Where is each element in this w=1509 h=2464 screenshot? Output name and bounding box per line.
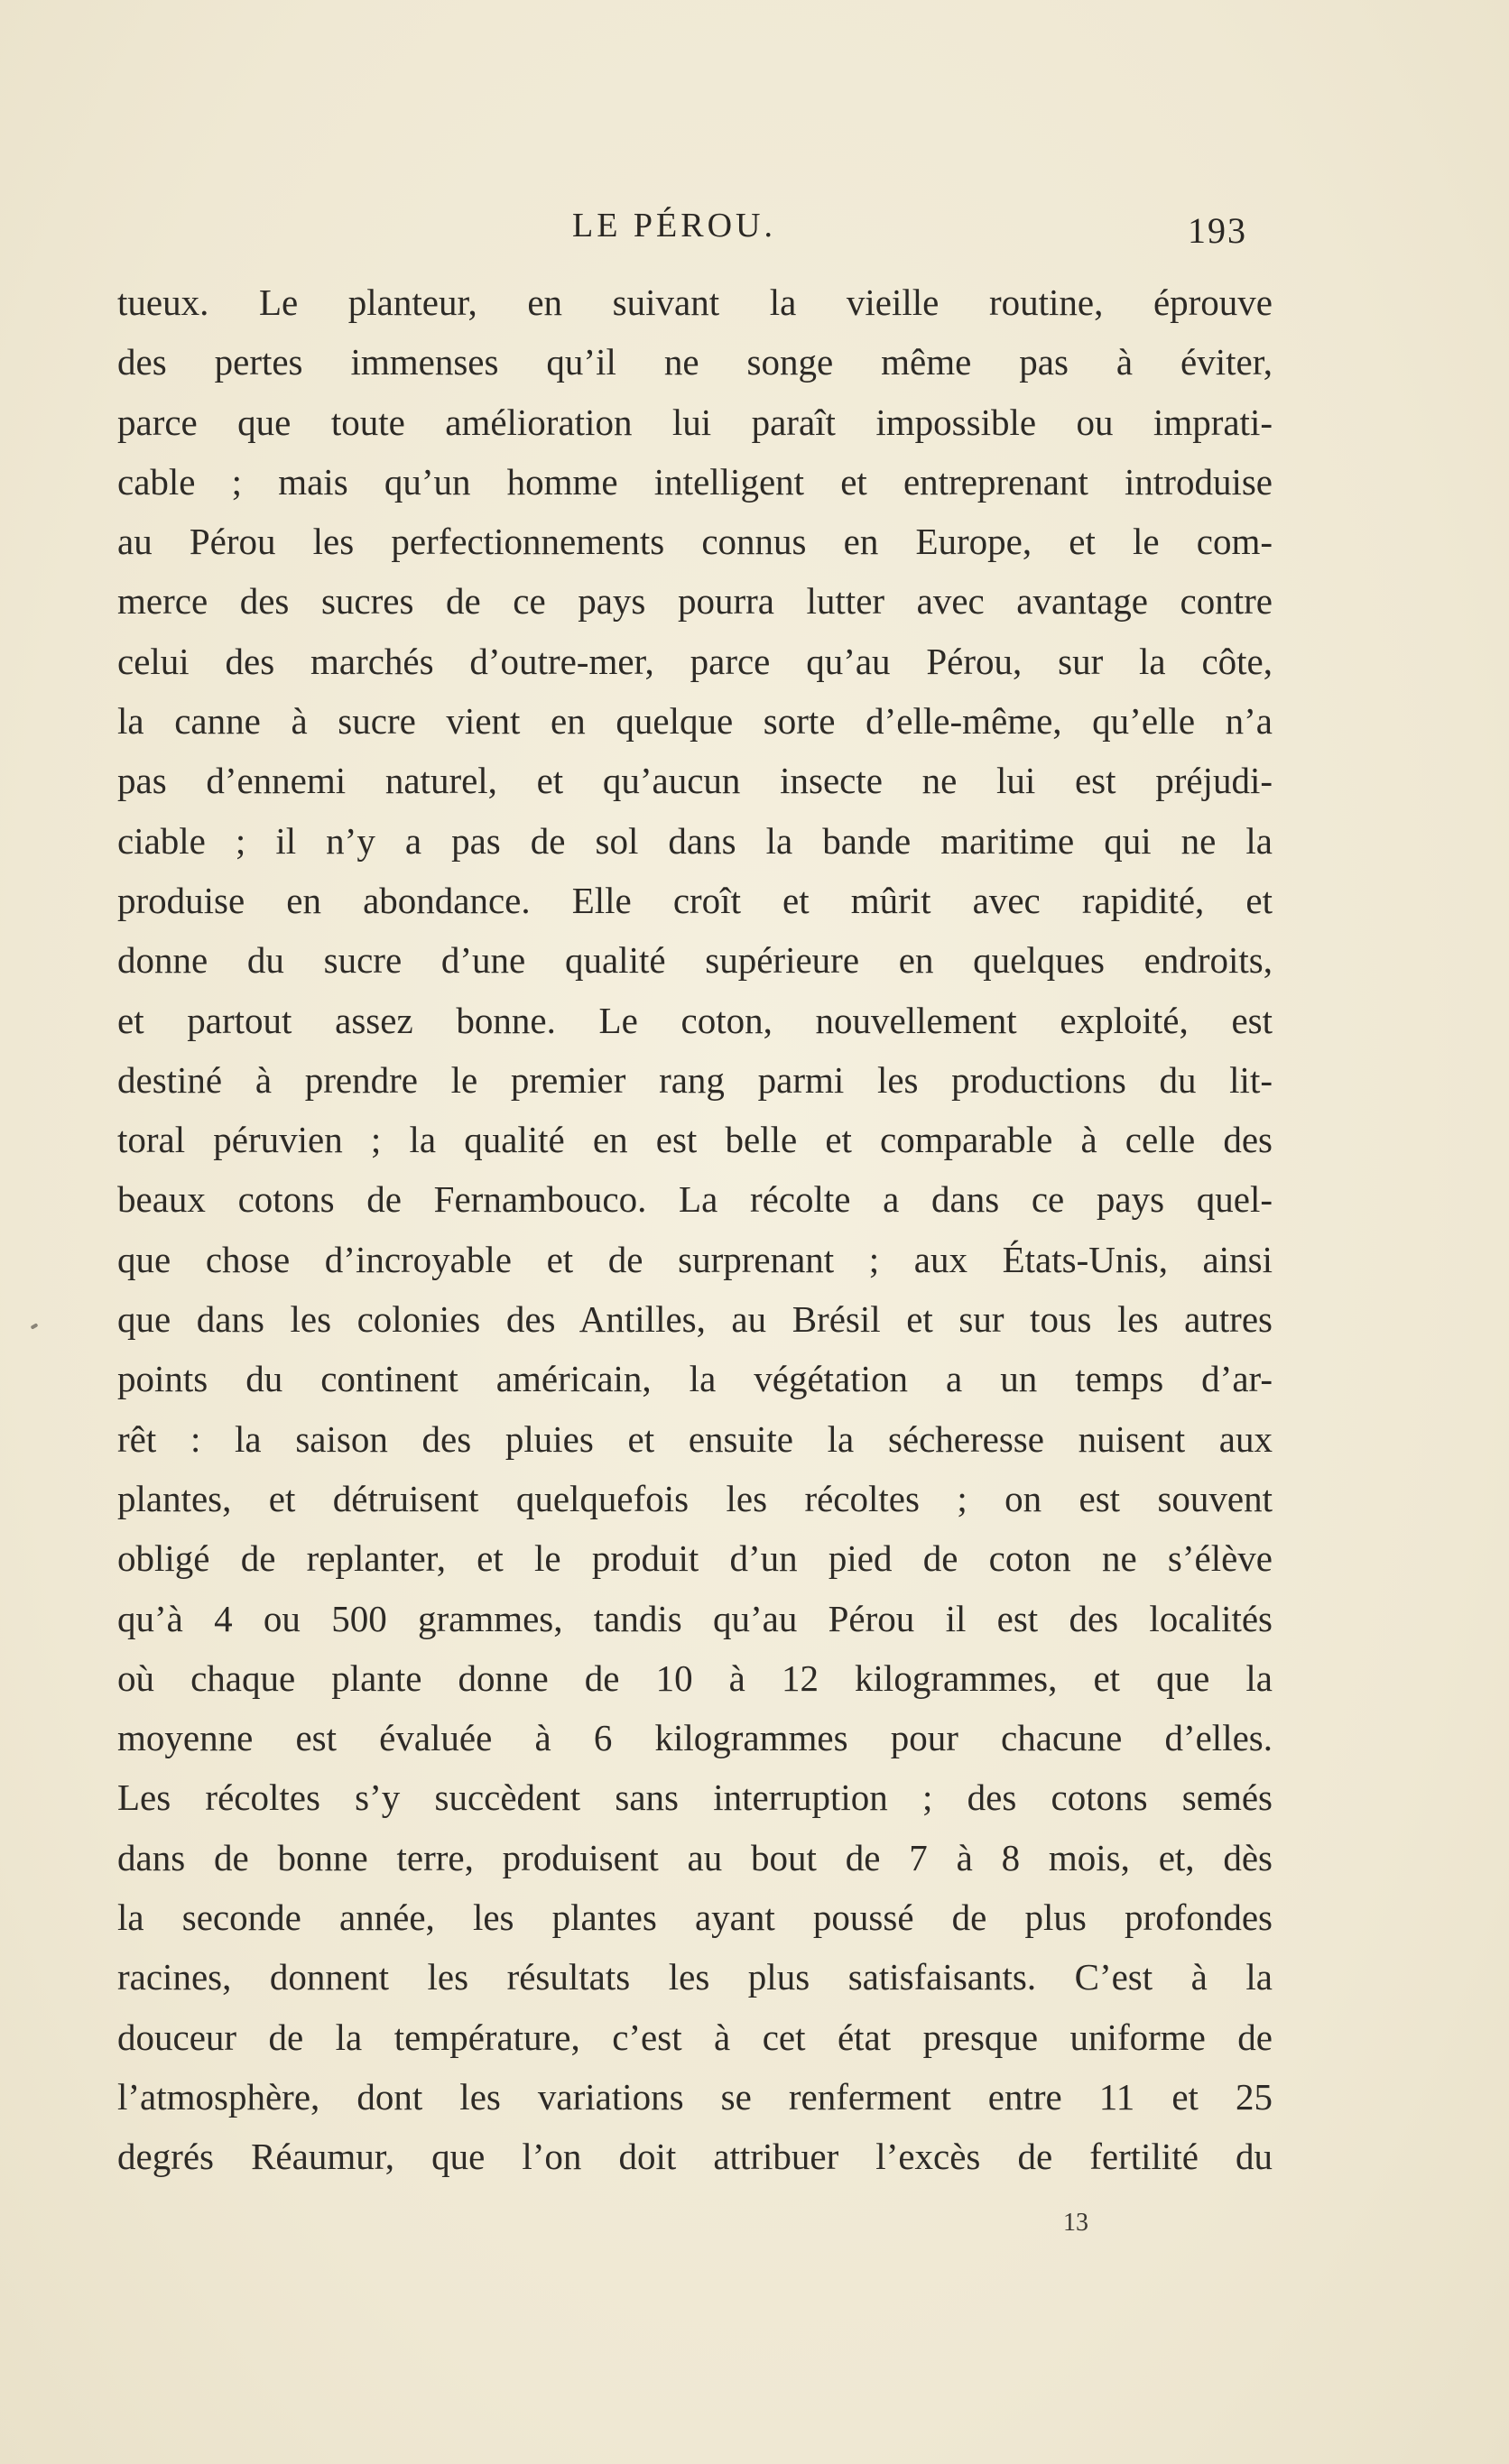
- text-line: et partout assez bonne. Le coton, nouvellement exploité, est: [117, 999, 1273, 1041]
- text-line: la canne à sucre vient en quelque sorte d’elle-même, qu’elle n’a: [117, 700, 1273, 743]
- text-line: plantes, et détruisent quelquefois les récoltes ; on est souvent: [117, 1477, 1273, 1519]
- page-number: 193: [1188, 210, 1247, 251]
- text-line: moyenne est évaluée à 6 kilogrammes pour chacune d’elles.: [117, 1717, 1273, 1759]
- text-line: que dans les colonies des Antilles, au Brésil et sur tous les autres: [117, 1298, 1273, 1341]
- text-line: obligé de replanter, et le produit d’un pied de coton ne s’élève: [117, 1537, 1273, 1580]
- text-line: celui des marchés d’outre-mer, parce qu’au Pérou, sur la côte,: [117, 640, 1273, 682]
- text-line: rêt : la saison des pluies et ensuite la sécheresse nuisent aux: [117, 1417, 1273, 1460]
- text-line: produise en abondance. Elle croît et mûrit avec rapidité, et: [117, 879, 1273, 921]
- signature-mark: 13: [1063, 2209, 1088, 2237]
- text-line: dans de bonne terre, produisent au bout de 7 à 8 mois, et, dès: [117, 1836, 1273, 1878]
- running-head: [0, 206, 1509, 260]
- text-line: des pertes immenses qu’il ne songe même pas à éviter,: [117, 341, 1273, 383]
- text-line: que chose d’incroyable et de surprenant ; aux États-Unis, ainsi: [117, 1238, 1273, 1280]
- text-line: donne du sucre d’une qualité supérieure en quelques endroits,: [117, 939, 1273, 982]
- text-line: beaux cotons de Fernambouco. La récolte a dans ce pays quel-: [117, 1178, 1273, 1221]
- running-title: LE PÉROU.: [572, 207, 776, 245]
- text-line: pas d’ennemi naturel, et qu’aucun insecte ne lui est préjudi-: [117, 760, 1273, 802]
- text-line: merce des sucres de ce pays pourra lutter avec avantage contre: [117, 580, 1273, 623]
- text-line: au Pérou les perfectionnements connus en Europe, et le com-: [117, 521, 1273, 563]
- text-line: cable ; mais qu’un homme intelligent et entreprenant introduise: [117, 460, 1273, 503]
- text-line: l’atmosphère, dont les variations se renferment entre 11 et 25: [117, 2075, 1273, 2118]
- body-text: [117, 272, 1273, 2187]
- text-line: tueux. Le planteur, en suivant la vieille routine, éprouve: [117, 281, 1273, 323]
- text-line: destiné à prendre le premier rang parmi les productions du lit-: [117, 1058, 1273, 1101]
- text-line: points du continent américain, la végétation a un temps d’ar-: [117, 1358, 1273, 1400]
- text-line: où chaque plante donne de 10 à 12 kilogrammes, et que la: [117, 1657, 1273, 1699]
- text-line: toral péruvien ; la qualité en est belle et comparable à celle des: [117, 1119, 1273, 1161]
- text-line: douceur de la température, c’est à cet état presque uniforme de: [117, 2016, 1273, 2058]
- text-line: parce que toute amélioration lui paraît impossible ou imprati-: [117, 401, 1273, 443]
- text-line: degrés Réaumur, que l’on doit attribuer l’excès de fertilité du: [117, 2136, 1273, 2178]
- text-line: Les récoltes s’y succèdent sans interruption ; des cotons semés: [117, 1776, 1273, 1819]
- text-line: ciable ; il n’y a pas de sol dans la bande maritime qui ne la: [117, 819, 1273, 862]
- text-line: racines, donnent les résultats les plus satisfaisants. C’est à la: [117, 1956, 1273, 1998]
- text-line: qu’à 4 ou 500 grammes, tandis qu’au Pérou il est des localités: [117, 1597, 1273, 1639]
- text-line: la seconde année, les plantes ayant poussé de plus profondes: [117, 1896, 1273, 1939]
